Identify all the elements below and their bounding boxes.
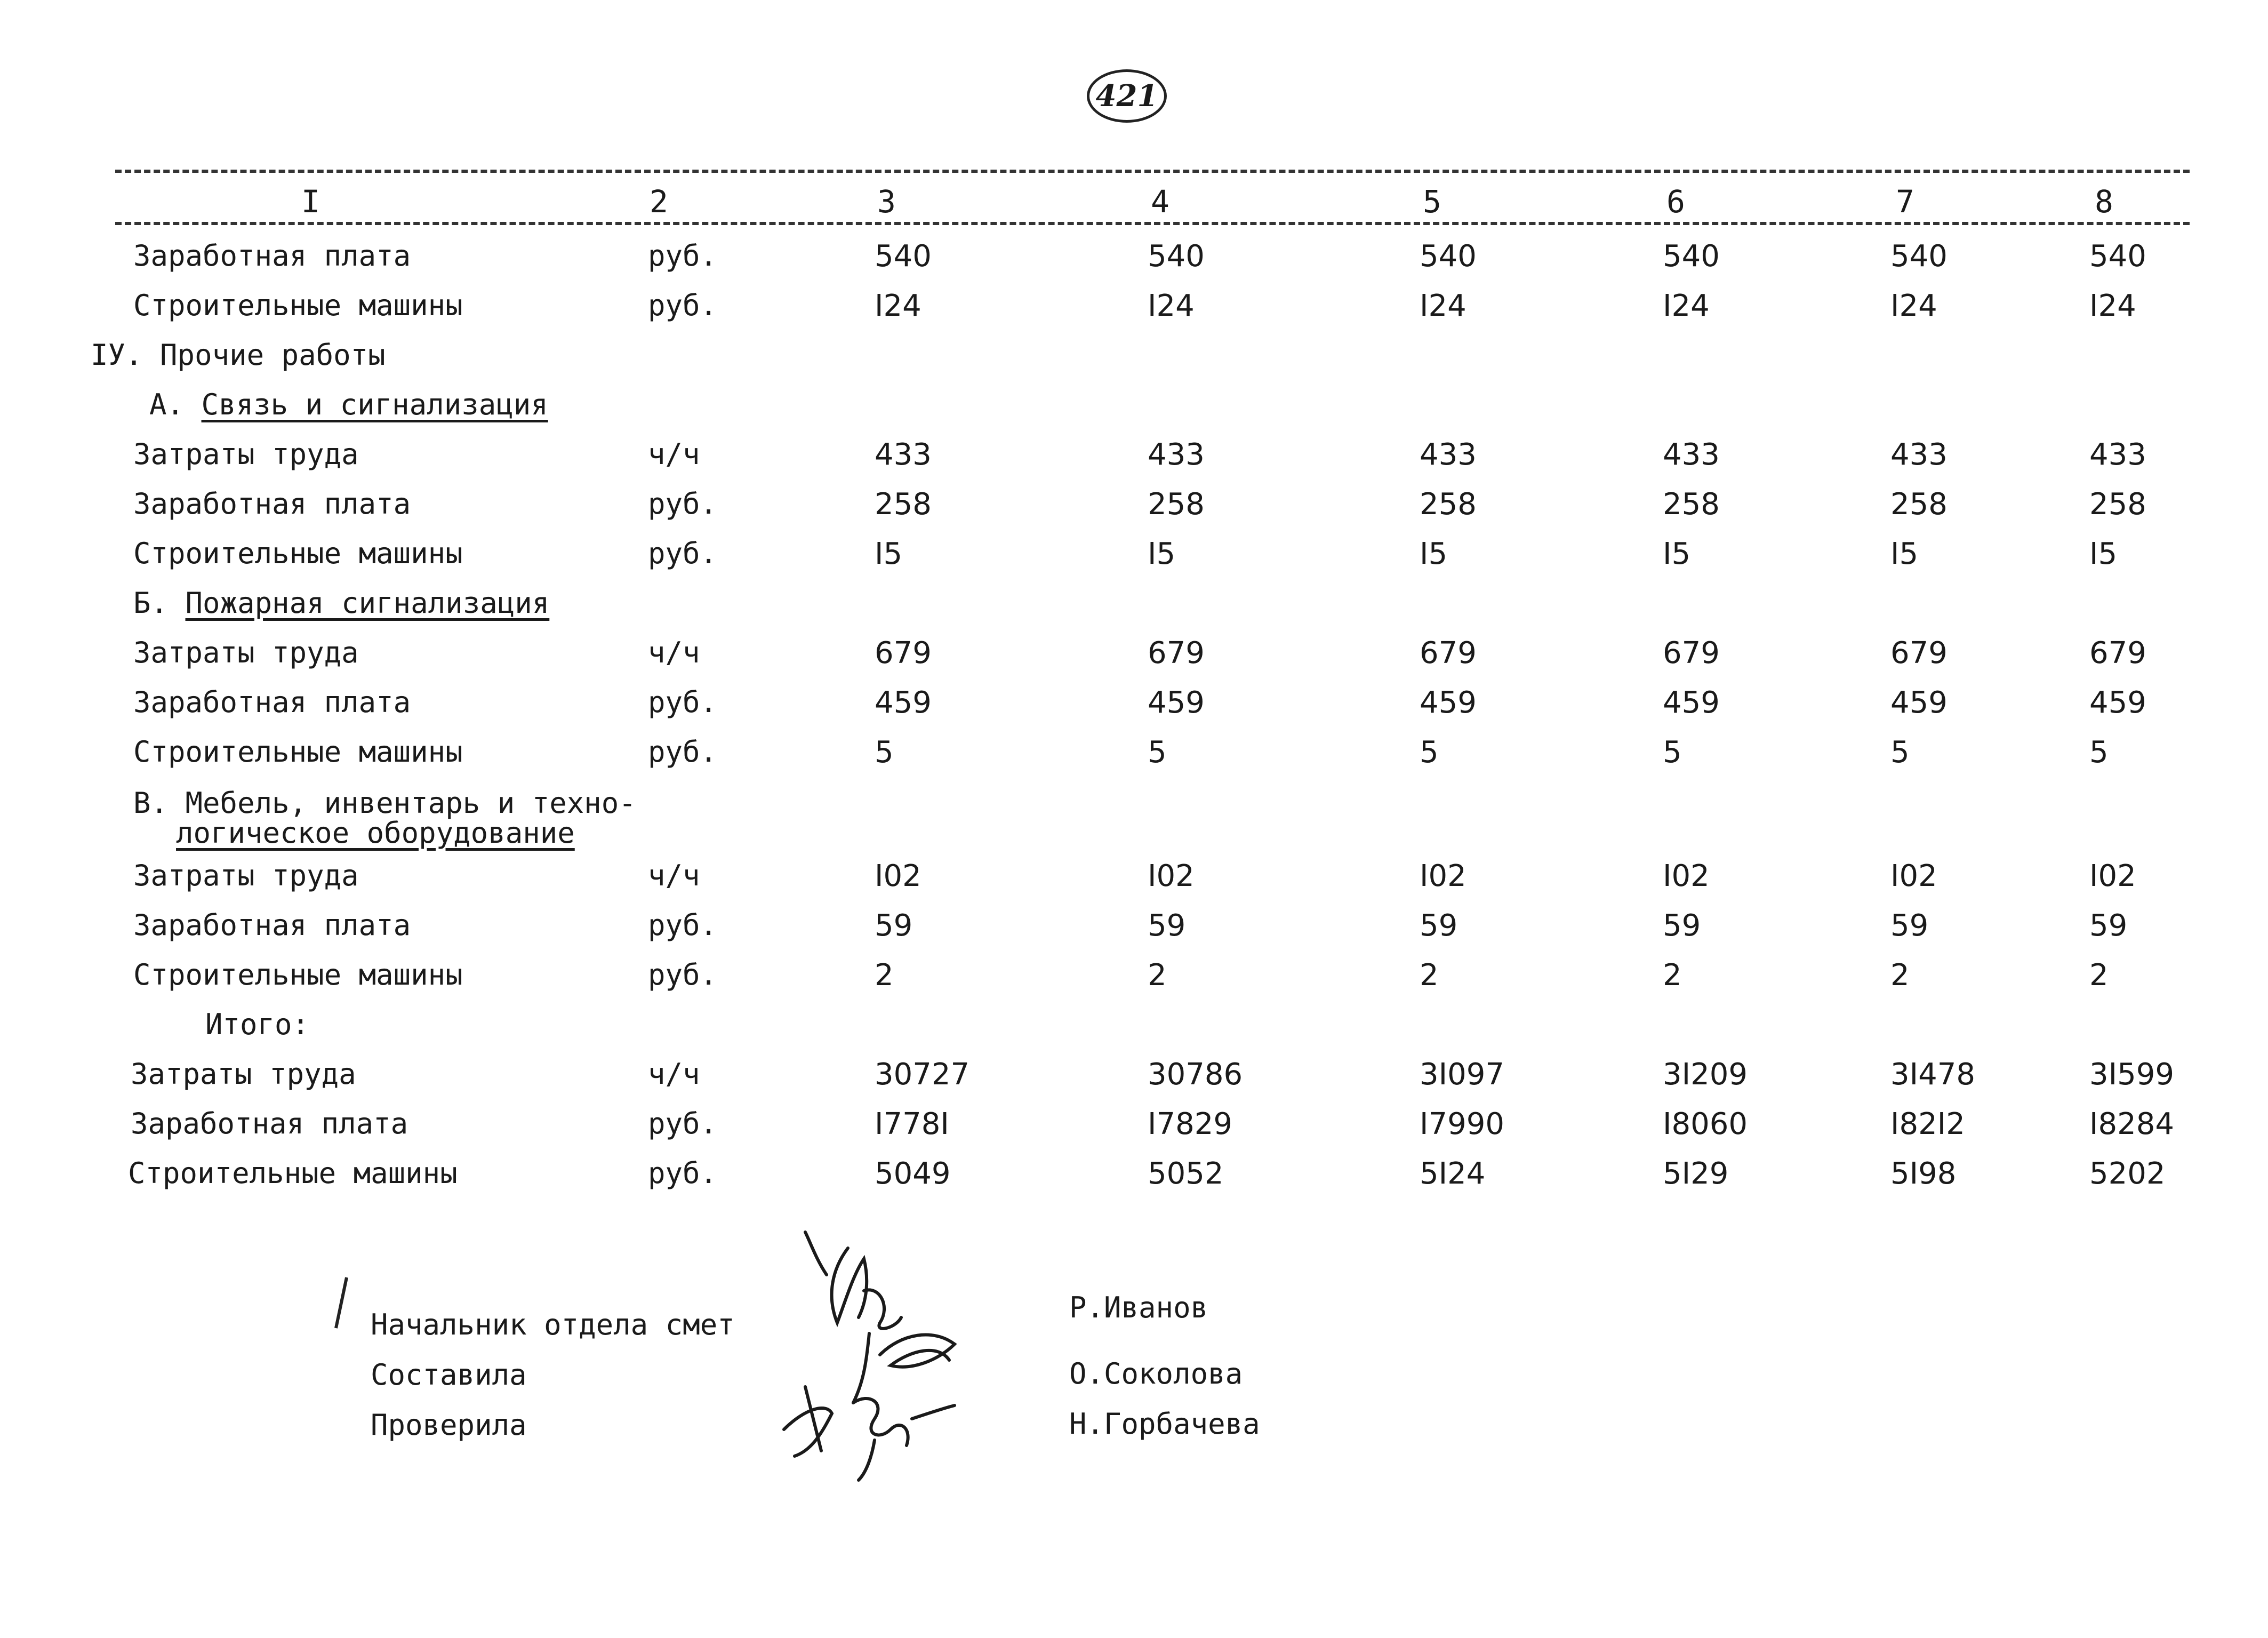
- cell-col5: 5I24: [1420, 1156, 1486, 1191]
- cell-col5: 433: [1420, 437, 1477, 472]
- row-unit: руб.: [648, 735, 718, 769]
- row-unit: руб.: [648, 289, 718, 322]
- table-row: [0, 685, 2268, 733]
- col-header-4: 4: [1151, 183, 1169, 220]
- cell-col6: 59: [1663, 908, 1701, 943]
- cell-col5: I5: [1420, 537, 1448, 571]
- subsection-heading-row: [0, 786, 2268, 856]
- signature-role-compiled: Составила: [371, 1358, 527, 1392]
- row-unit: руб.: [648, 239, 718, 273]
- cell-col8: 459: [2089, 685, 2146, 720]
- row-label: Строительные машины: [133, 958, 463, 992]
- row-unit: руб.: [648, 685, 718, 719]
- cell-col5: 2: [1420, 958, 1439, 993]
- subsection-heading: А. Связь и сигнализация: [149, 388, 548, 421]
- cell-col5: I7990: [1420, 1107, 1505, 1141]
- cell-col4: 258: [1148, 487, 1205, 522]
- cell-col7: I02: [1890, 859, 1937, 893]
- cell-col7: 5I98: [1890, 1156, 1957, 1191]
- cell-col4: I24: [1148, 289, 1195, 323]
- section-heading-row: [0, 338, 2268, 386]
- cell-col8: I8284: [2089, 1107, 2175, 1141]
- cell-col8: 679: [2089, 636, 2146, 670]
- row-unit: ч/ч: [648, 636, 700, 669]
- cell-col6: 459: [1663, 685, 1720, 720]
- cell-col3: 30727: [875, 1057, 970, 1092]
- cell-col3: 540: [875, 239, 932, 274]
- cell-col3: I778I: [875, 1107, 949, 1141]
- cell-col5: I02: [1420, 859, 1466, 893]
- cell-col6: I8060: [1663, 1107, 1748, 1141]
- subsection-heading-row: [0, 388, 2268, 436]
- cell-col6: I5: [1663, 537, 1691, 571]
- cell-col7: 540: [1890, 239, 1948, 274]
- cell-col5: 59: [1420, 908, 1458, 943]
- cell-col4: 5052: [1148, 1156, 1224, 1191]
- cell-col6: 3I209: [1663, 1057, 1748, 1092]
- cell-col4: I7829: [1148, 1107, 1233, 1141]
- cell-col5: 258: [1420, 487, 1477, 522]
- table-row: [0, 735, 2268, 783]
- table-row: [0, 636, 2268, 684]
- cell-col4: I5: [1148, 537, 1176, 571]
- cell-col7: I24: [1890, 289, 1937, 323]
- cell-col7: I82I2: [1890, 1107, 1965, 1141]
- margin-tick-mark: [331, 1275, 352, 1333]
- cell-col7: 433: [1890, 437, 1948, 472]
- cell-col6: I02: [1663, 859, 1710, 893]
- col-header-6: 6: [1666, 183, 1685, 220]
- cell-col6: 5I29: [1663, 1156, 1729, 1191]
- table-row: [0, 1057, 2268, 1105]
- totals-heading: Итого:: [205, 1008, 310, 1041]
- signature-role-head: Начальник отдела смет: [371, 1308, 735, 1341]
- row-unit: руб.: [648, 537, 718, 570]
- cell-col3: I02: [875, 859, 921, 893]
- col-header-3: 3: [877, 183, 896, 220]
- cell-col3: I24: [875, 289, 921, 323]
- cell-col3: 5049: [875, 1156, 951, 1191]
- cell-col6: 433: [1663, 437, 1720, 472]
- row-label: Затраты труда: [131, 1057, 356, 1091]
- cell-col3: 679: [875, 636, 932, 670]
- cell-col3: 5: [875, 735, 894, 770]
- page-number-stamp: 421: [1087, 69, 1167, 123]
- cell-col5: I24: [1420, 289, 1466, 323]
- cell-col8: 2: [2089, 958, 2109, 993]
- row-unit: ч/ч: [648, 437, 700, 471]
- cell-col4: 59: [1148, 908, 1186, 943]
- cell-col8: 5202: [2089, 1156, 2166, 1191]
- cell-col8: 59: [2089, 908, 2128, 943]
- signature-name-ivanov: Р.Иванов: [1069, 1291, 1208, 1324]
- row-label: Затраты труда: [133, 636, 359, 669]
- cell-col7: 2: [1890, 958, 1910, 993]
- table-header-rule: [115, 222, 2190, 225]
- cell-col8: 258: [2089, 487, 2146, 522]
- cell-col3: I5: [875, 537, 903, 571]
- row-unit: руб.: [648, 1107, 718, 1140]
- cell-col8: I5: [2089, 537, 2118, 571]
- table-row: [0, 289, 2268, 337]
- subsection-heading-continued: логическое оборудование: [176, 816, 575, 850]
- handwritten-signature: [773, 1227, 1013, 1483]
- cell-col7: 258: [1890, 487, 1948, 522]
- table-row: [0, 1156, 2268, 1204]
- cell-col7: 59: [1890, 908, 1929, 943]
- cell-col8: 5: [2089, 735, 2109, 770]
- cell-col7: 3I478: [1890, 1057, 1976, 1092]
- subsection-heading: В. Мебель, инвентарь и техно-: [133, 786, 636, 820]
- row-label: Строительные машины: [128, 1156, 458, 1190]
- table-row: [0, 859, 2268, 907]
- cell-col3: 459: [875, 685, 932, 720]
- table-row: [0, 537, 2268, 585]
- subsection-heading: Б. Пожарная сигнализация: [133, 586, 550, 620]
- row-label: Строительные машины: [133, 289, 463, 322]
- signature-role-checked: Проверила: [371, 1408, 527, 1442]
- cell-col8: I24: [2089, 289, 2136, 323]
- cell-col4: 2: [1148, 958, 1167, 993]
- cell-col3: 2: [875, 958, 894, 993]
- cell-col7: 5: [1890, 735, 1910, 770]
- col-header-8: 8: [2095, 183, 2113, 220]
- cell-col6: 2: [1663, 958, 1682, 993]
- cell-col6: 5: [1663, 735, 1682, 770]
- table-row: [0, 487, 2268, 535]
- cell-col7: 679: [1890, 636, 1948, 670]
- cell-col5: 679: [1420, 636, 1477, 670]
- cell-col6: 540: [1663, 239, 1720, 274]
- table-row: [0, 958, 2268, 1006]
- cell-col4: 30786: [1148, 1057, 1243, 1092]
- row-label: Заработная плата: [131, 1107, 408, 1140]
- cell-col8: 433: [2089, 437, 2146, 472]
- cell-col5: 540: [1420, 239, 1477, 274]
- row-unit: руб.: [648, 958, 718, 992]
- cell-col5: 3I097: [1420, 1057, 1505, 1092]
- table-row: [0, 1107, 2268, 1155]
- row-label: Заработная плата: [133, 239, 411, 273]
- row-unit: руб.: [648, 487, 718, 521]
- totals-heading-row: [0, 1008, 2268, 1056]
- signature-name-sokolova: О.Соколова: [1069, 1357, 1243, 1391]
- cell-col6: I24: [1663, 289, 1710, 323]
- row-unit: ч/ч: [648, 859, 700, 892]
- cell-col7: 459: [1890, 685, 1948, 720]
- row-unit: руб.: [648, 1156, 718, 1190]
- cell-col4: 459: [1148, 685, 1205, 720]
- row-label: Затраты труда: [133, 437, 359, 471]
- cell-col3: 258: [875, 487, 932, 522]
- cell-col4: 433: [1148, 437, 1205, 472]
- signature-name-gorbacheva: Н.Горбачева: [1069, 1407, 1260, 1441]
- col-header-5: 5: [1423, 183, 1441, 220]
- col-header-2: 2: [650, 183, 668, 220]
- row-label: Затраты труда: [133, 859, 359, 892]
- cell-col4: 679: [1148, 636, 1205, 670]
- col-header-1: I: [301, 183, 320, 220]
- row-label: Строительные машины: [133, 735, 463, 769]
- cell-col6: 679: [1663, 636, 1720, 670]
- cell-col4: 540: [1148, 239, 1205, 274]
- row-label: Заработная плата: [133, 685, 411, 719]
- table-row: [0, 908, 2268, 956]
- cell-col8: 3I599: [2089, 1057, 2175, 1092]
- cell-col4: 5: [1148, 735, 1167, 770]
- row-label: Заработная плата: [133, 908, 411, 942]
- section-heading: IУ. Прочие работы: [91, 338, 386, 372]
- cell-col6: 258: [1663, 487, 1720, 522]
- table-row: [0, 239, 2268, 287]
- table-row: [0, 437, 2268, 485]
- cell-col8: I02: [2089, 859, 2136, 893]
- table-top-rule: [115, 170, 2190, 173]
- cell-col3: 59: [875, 908, 913, 943]
- cell-col8: 540: [2089, 239, 2146, 274]
- cell-col3: 433: [875, 437, 932, 472]
- cell-col7: I5: [1890, 537, 1919, 571]
- row-unit: руб.: [648, 908, 718, 942]
- subsection-heading-row: [0, 586, 2268, 634]
- cell-col5: 5: [1420, 735, 1439, 770]
- row-label: Строительные машины: [133, 537, 463, 570]
- col-header-7: 7: [1896, 183, 1914, 220]
- row-unit: ч/ч: [648, 1057, 700, 1091]
- cell-col4: I02: [1148, 859, 1195, 893]
- cell-col5: 459: [1420, 685, 1477, 720]
- row-label: Заработная плата: [133, 487, 411, 521]
